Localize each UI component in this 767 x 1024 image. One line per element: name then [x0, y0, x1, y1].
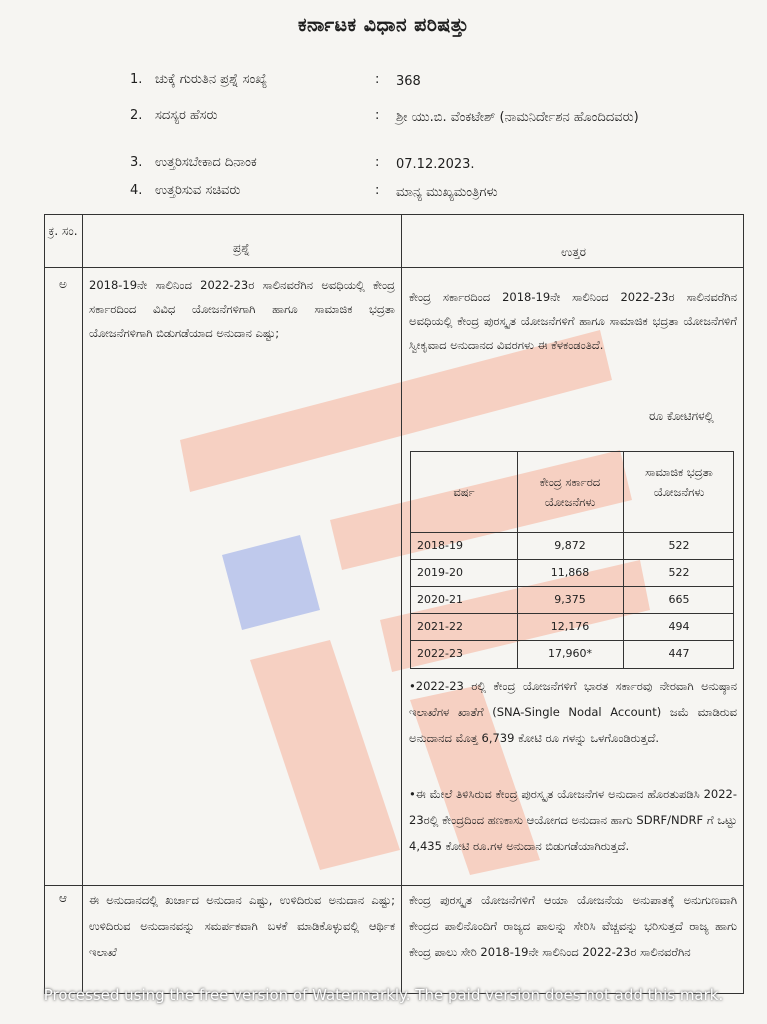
grant-cell-social: 522	[668, 539, 690, 552]
meta-value: 368	[396, 74, 421, 89]
meta-value: ಶ್ರೀ ಯು.ಬಿ. ವೆಂಕಟೇಶ್ (ನಾಮನಿರ್ದೇಶನ ಹೊಂದಿದವರು)	[396, 110, 639, 125]
grant-cell-central: 9,872	[554, 539, 586, 552]
meta-label: ಉತ್ತರಿಸಬೇಕಾದ ದಿನಾಂಕ	[155, 155, 257, 170]
meta-number: 3.	[130, 155, 143, 170]
grant-table	[410, 451, 734, 669]
meta-value: ಮಾನ್ಯ ಮುಖ್ಯಮಂತ್ರಿಗಳು	[396, 185, 498, 200]
meta-label: ಉತ್ತರಿಸುವ ಸಚಿವರು	[155, 183, 241, 198]
question-answer-table	[44, 214, 744, 994]
meta-colon: :	[375, 183, 380, 198]
row-a-serial: ಅ	[59, 277, 67, 291]
grant-cell-central: 11,868	[550, 566, 590, 579]
row-a-question: 2018-19ನೇ ಸಾಲಿನಿಂದ 2022-23ರ ಸಾಲಿನವರೆಗಿನ ಅವಧಿಯಲ್ಲಿ ಕೇಂದ್ರ ಸರ್ಕಾರದಿಂದ ವಿವಿಧ ಯೋಜನೆಗಳಿಗಾಗಿ ಹಾಗೂ ಸಾಮಾಜಿಕ ಭದ್ರತಾ ಯೋಜನೆಗಳಿಗಾಗಿ ಬಿಡುಗಡೆಯಾದ ಅನುದಾನ ಎಷ್ಟು;	[89, 278, 395, 340]
row-a-note-sna: •2022-23 ರಲ್ಲಿ ಕೇಂದ್ರ ಯೋಜನೆಗಳಿಗೆ ಭಾರತ ಸರ್ಕಾರವು ನೇರವಾಗಿ ಅನುಷ್ಠಾನ ಇಲಾಖೆಗಳ ಖಾತೆಗೆ (SNA-Single Nodal Account) ಜಮೆ ಮಾಡಿರುವ ಅನುದಾನದ ಮೊತ್ತ 6,739 ಕೋಟಿ ರೂ ಗಳನ್ನು ಒಳಗೊಂಡಿರುತ್ತದೆ.	[409, 679, 737, 745]
grant-cell-social: 522	[668, 566, 690, 579]
meta-label: ಸದಸ್ಯರ ಹೆಸರು	[155, 108, 218, 123]
page-title: ಕರ್ನಾಟಕ ವಿಧಾನ ಪರಿಷತ್ತು	[297, 14, 469, 36]
row-a-note-finance-commission: •ಈ ಮೇಲೆ ತಿಳಿಸಿರುವ ಕೇಂದ್ರ ಪುರಸ್ಕೃತ ಯೋಜನೆಗಳ ಅನುದಾನ ಹೊರತುಪಡಿಸಿ 2022-23ರಲ್ಲಿ ಕೇಂದ್ರದಿಂದ ಹಣಕಾಸು ಆಯೋಗದ ಅನುದಾನ ಹಾಗು SDRF/NDRF ಗೆ ಒಟ್ಟು 4,435 ಕೋಟಿ ರೂ.ಗಳ ಅನುದಾನ ಬಿಡುಗಡೆಯಾಗಿರುತ್ತದೆ.	[409, 787, 737, 853]
meta-colon: :	[375, 108, 380, 123]
grant-cell-central: 17,960*	[548, 647, 592, 660]
meta-number: 2.	[130, 108, 143, 123]
watermark-notice: Processed using the free version of Watermarkly. The paid version does not add this mark.	[43, 986, 724, 1004]
meta-number: 4.	[130, 183, 143, 198]
meta-colon: :	[375, 155, 380, 170]
grant-cell-central: 12,176	[550, 620, 590, 633]
header-question: ಪ್ರಶ್ನೆ	[233, 241, 250, 255]
meta-colon: :	[375, 72, 380, 87]
row-b-question: ಈ ಅನುದಾನದಲ್ಲಿ ಖರ್ಚಾದ ಅನುದಾನ ಎಷ್ಟು, ಉಳಿದಿರುವ ಅನುದಾನ ಎಷ್ಟು; ಉಳಿದಿರುವ ಅನುದಾನವನ್ನು ಸಮರ್ಪಕವಾಗಿ ಬಳಕೆ ಮಾಡಿಕೊಳ್ಳುವಲ್ಲಿ ಆರ್ಥಿಕ ಇಲಾಖೆ	[89, 893, 395, 959]
meta-number: 1.	[130, 72, 143, 87]
grant-cell-year: 2022-23	[417, 647, 463, 660]
row-b-serial: ಆ	[59, 891, 67, 905]
grant-cell-year: 2021-22	[417, 620, 463, 633]
grant-cell-social: 494	[668, 620, 690, 633]
header-serial-number: ಕ್ರ. ಸಂ.	[48, 224, 78, 238]
grant-cell-year: 2020-21	[417, 593, 463, 606]
grant-cell-social: 447	[668, 647, 690, 660]
grant-cell-year: 2018-19	[417, 539, 463, 552]
grant-header-year: ವರ್ಷ	[453, 485, 475, 499]
header-answer: ಉತ್ತರ	[561, 245, 586, 259]
grant-cell-social: 665	[668, 593, 690, 606]
row-b-answer: ಕೇಂದ್ರ ಪುರಸ್ಕೃತ ಯೋಜನೆಗಳಿಗೆ ಆಯಾ ಯೋಜನೆಯ ಅನುಪಾತಕ್ಕೆ ಅನುಗುಣವಾಗಿ ಕೇಂದ್ರದ ಪಾಲಿನೊಂದಿಗೆ ರಾಜ್ಯದ ಪಾಲನ್ನು ಸೇರಿಸಿ ವೆಚ್ಚವನ್ನು ಭರಿಸುತ್ತದೆ ರಾಜ್ಯ ಹಾಗು ಕೇಂದ್ರ ಪಾಲು ಸೇರಿ 2018-19ನೇ ಸಾಲಿನಿಂದ 2022-23ರ ಸಾಲಿನವರೆಗಿನ	[409, 893, 737, 959]
meta-label: ಚುಕ್ಕೆ ಗುರುತಿನ ಪ್ರಶ್ನೆ ಸಂಖ್ಯೆ	[155, 72, 268, 87]
amount-unit: ರೂ ಕೋಟಿಗಳಲ್ಲಿ	[649, 409, 714, 423]
grant-cell-central: 9,375	[554, 593, 586, 606]
meta-value: 07.12.2023.	[396, 157, 475, 172]
grant-cell-year: 2019-20	[417, 566, 463, 579]
row-a-answer-intro: ಕೇಂದ್ರ ಸರ್ಕಾರದಿಂದ 2018-19ನೇ ಸಾಲಿನಿಂದ 2022-23ರ ಸಾಲಿನವರೆಗಿನ ಅವಧಿಯಲ್ಲಿ ಕೇಂದ್ರ ಪುರಸ್ಕೃತ ಯೋಜನೆಗಳಿಗೆ ಹಾಗೂ ಸಾಮಾಜಿಕ ಭದ್ರತಾ ಯೋಜನೆಗಳಿಗೆ ಸ್ವೀಕೃವಾದ ಅನುದಾನದ ವಿವರಗಳು ಈ ಕೆಳಕಂಡಂತಿದೆ.	[409, 290, 737, 352]
grant-header-central-schemes: ಕೇಂದ್ರ ಸರ್ಕಾರದ ಯೋಜನೆಗಳು	[539, 475, 601, 509]
grant-header-social-security: ಸಾಮಾಜಿಕ ಭದ್ರತಾ ಯೋಜನೆಗಳು	[645, 465, 713, 499]
